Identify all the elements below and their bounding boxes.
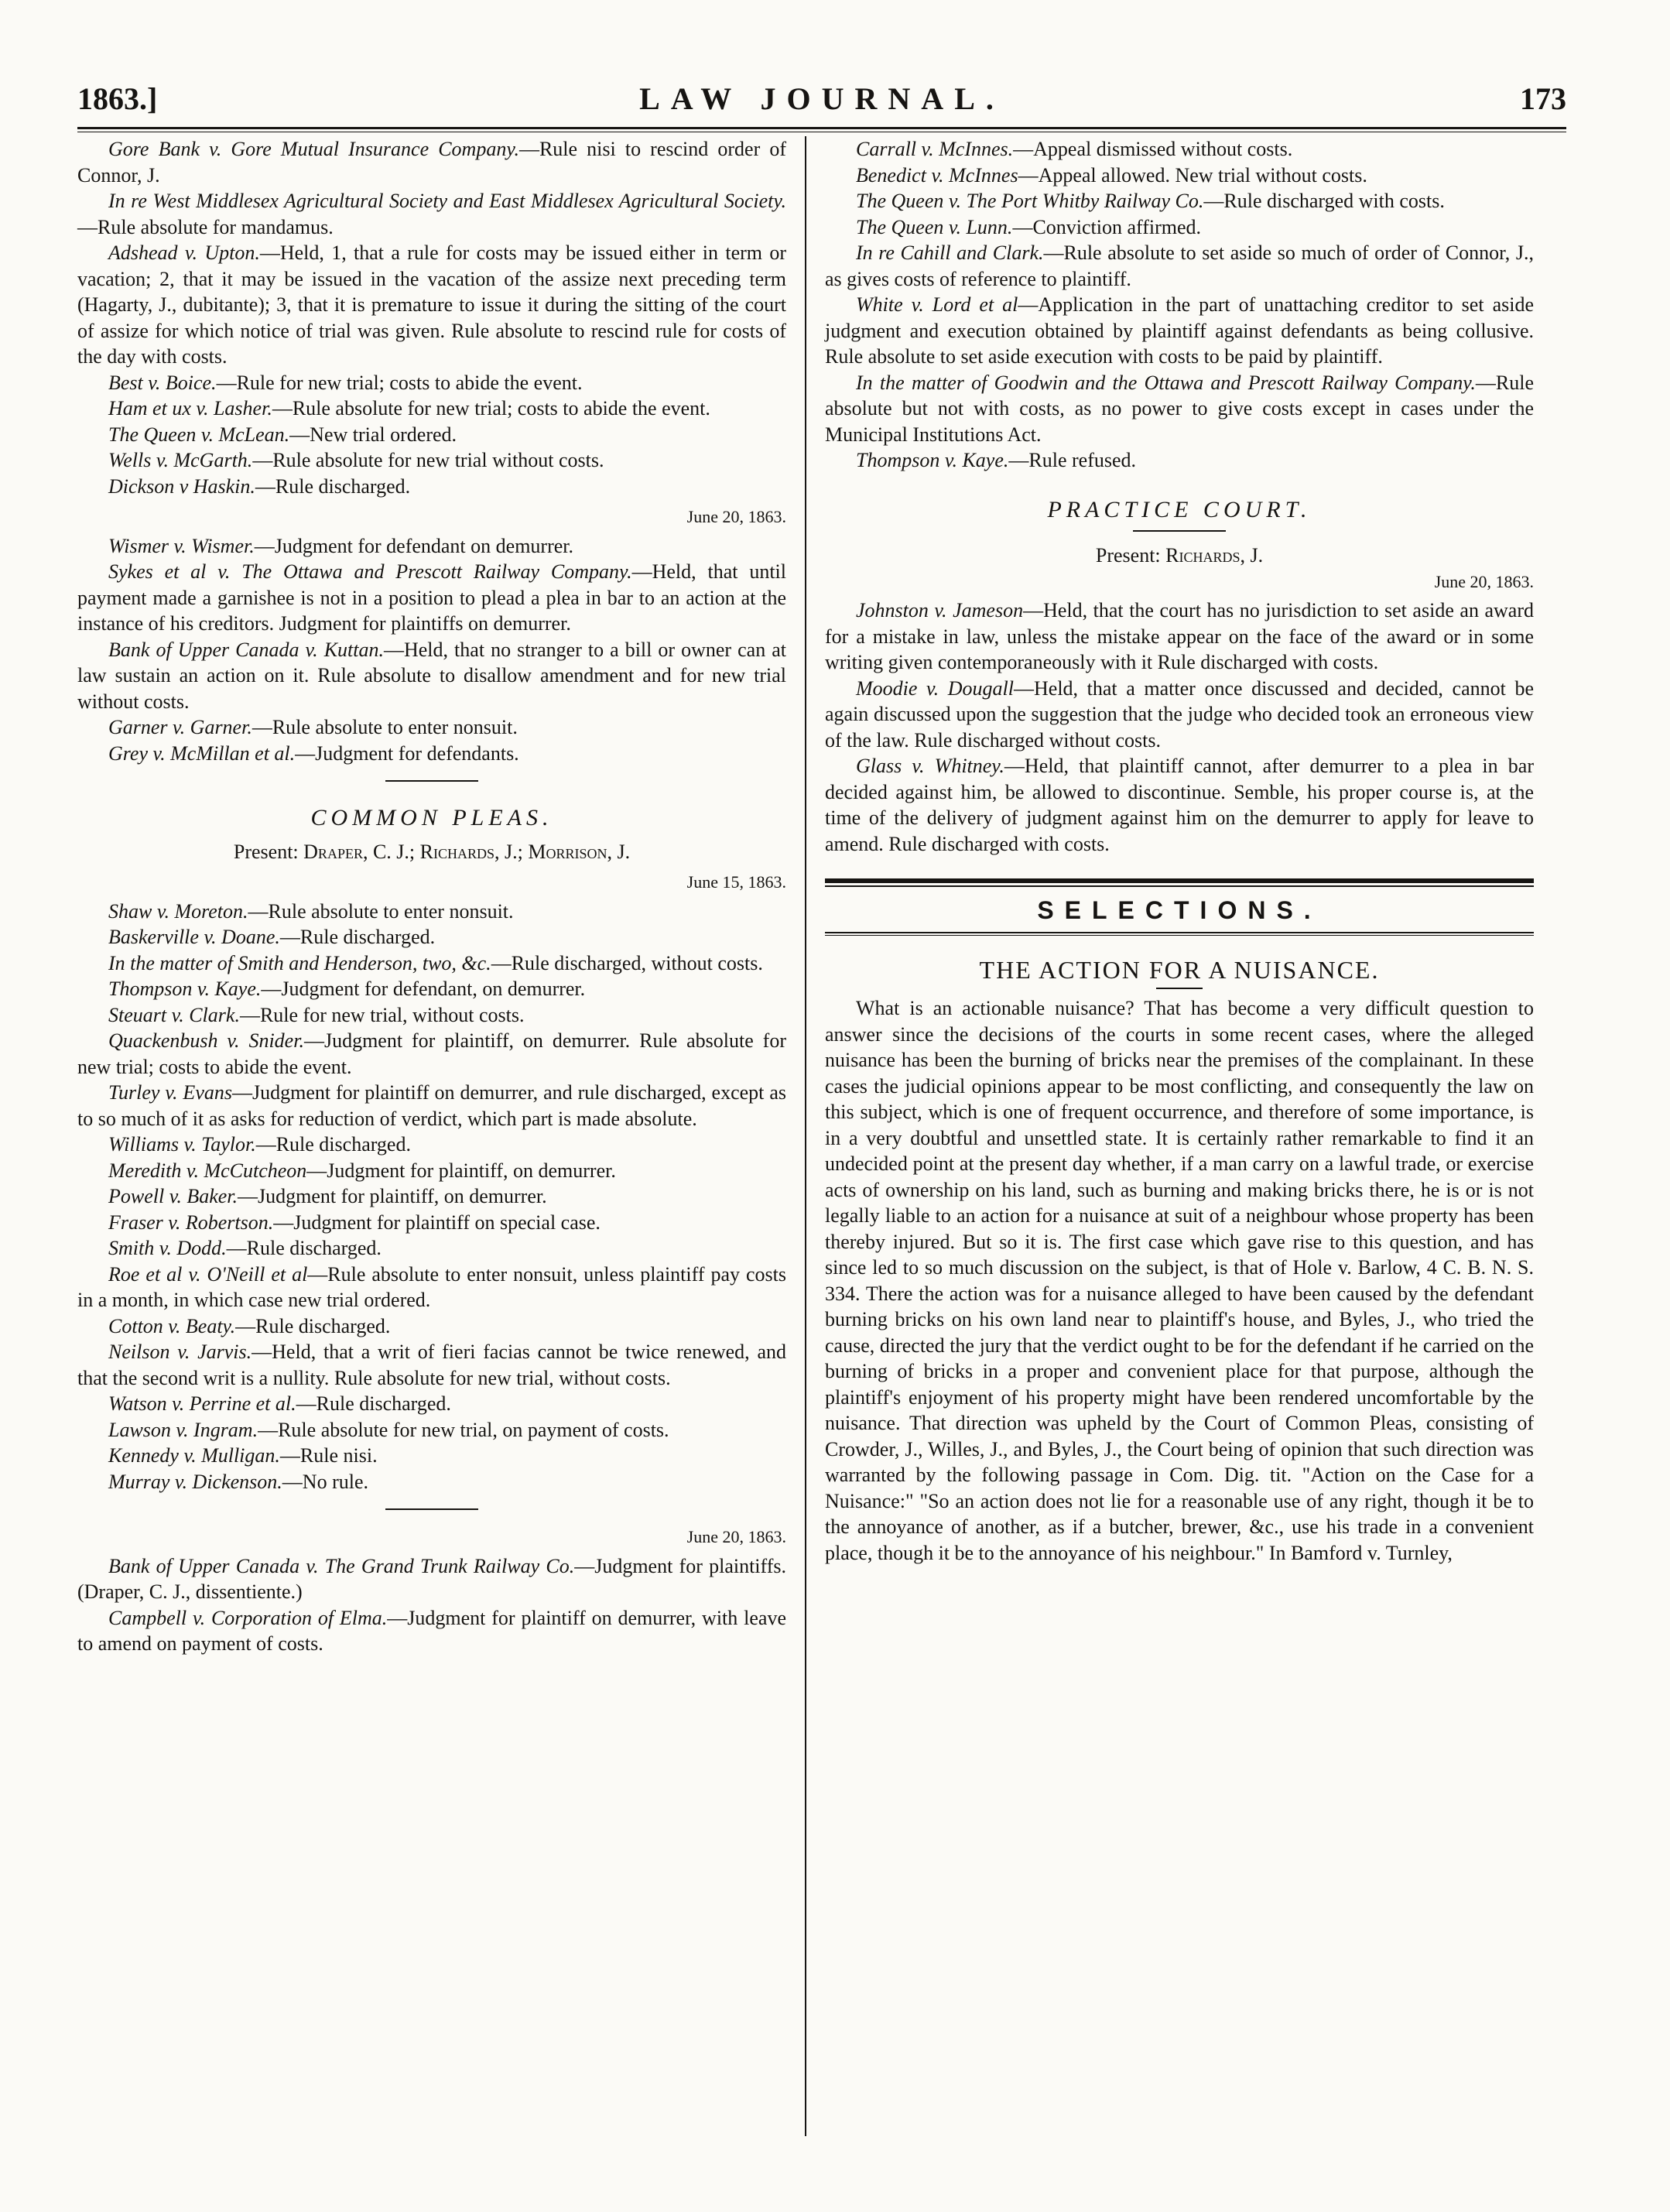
case-ruling: —Judgment for plaintiff, on demurrer. [238,1185,547,1207]
case-entry [825,753,1534,857]
case-ruling: —Rule discharged. [255,1133,411,1156]
left-column [77,136,786,1657]
case-ruling: —Judgment for plaintiff on demurrer, and rule discharged, except as to so much of it as asks for reduction of verdict, which part is made absolute. [77,1081,786,1130]
present-names: Richards, J. [1165,544,1264,567]
case-ruling: —Rule nisi. [279,1444,378,1467]
case-ruling: —Rule absolute for new trial, on payment of costs. [258,1418,669,1441]
case-name: In the matter of Smith and Henderson, two, &c. [108,951,491,974]
left-cases-common-pleas [77,899,786,1495]
case-ruling: —Held, that a matter once discussed and decided, cannot be again discussed upon the suggestion that the judge who decided took an erroneous view of the law. Rule discharged without costs. [825,676,1534,752]
case-name: Bank of Upper Canada v. Kuttan. [108,638,384,661]
case-ruling: —Rule discharged. [279,926,436,948]
case-entry [825,447,1534,474]
article-title: THE ACTION FOR A NUISANCE. [979,955,1380,984]
case-entry [77,370,786,396]
case-entry [77,899,786,925]
header-page-number: 173 [1520,81,1566,116]
case-ruling: —Rule absolute to enter nonsuit. [248,899,514,923]
case-entry [77,1443,786,1469]
case-name: Meredith v. McCutcheon [108,1159,307,1182]
case-entry [77,1080,786,1132]
right-column [825,136,1534,1566]
case-entry [825,214,1534,241]
case-entry [825,676,1534,754]
case-ruling: —No rule. [282,1470,368,1493]
present-label: Present: [233,840,299,863]
article-title-rule [1156,988,1203,989]
case-name: Grey v. McMillan et al. [108,741,296,765]
case-name: Glass v. Whitney. [856,755,1004,777]
case-name: The Queen v. Lunn. [856,215,1013,238]
case-name: Roe et al v. O'Neill et al [108,1262,308,1286]
case-entry [77,1210,786,1236]
case-name: Fraser v. Robertson. [108,1210,274,1234]
case-entry [77,422,786,448]
case-name: Garner v. Garner. [108,716,252,738]
case-entry [77,474,786,500]
case-entry [77,1183,786,1210]
case-name: In re West Middlesex Agricultural Society and East Middlesex Agricultural Society. [108,190,786,212]
case-name: Wells v. McGarth. [108,449,253,471]
case-ruling: —Held, that plaintiff cannot, after demurrer to a plea in bar decided against him, be allowed to discontinue. Semble, his proper course is, at the time of the delivery of judgment against him on the demurrer to apply for leave to amend. Rule discharged with costs. [825,755,1534,855]
case-name: Kennedy v. Mulligan. [108,1444,280,1467]
case-name: In re Cahill and Clark. [856,241,1044,264]
case-name: Campbell v. Corporation of Elma. [108,1606,388,1629]
case-name: Ham et ux v. Lasher. [108,397,272,419]
article-body: What is an actionable nuisance? That has become a very difficult question to answer since the decisions of the courts in some recent cases, where the alleged nuisance has been the burning of bricks near the premises of the complainant. In these cases the judicial opinions appear to be most conflicting, and consequently the law on this subject, which is one of frequent occurrence, and therefore of some importance, is in a very doubtful and unsettled state. It is certainly rather remarkable to find it an undecided point at the present day whether, if a man carry on a lawful trade, or exercise acts of ownership on his land, such as burning and making bricks there, he is or is not legally liable to an action for a nuisance at suit of a neighbour whose property has been thereby injured. But so it is. The first case which gave rise to this question, and has since led to so much discussion on the subject, is that of Hole v. Barlow, 4 C. B. N. S. 334. There the action was for a nuisance alleged to have been caused by the defendant burning bricks on his own land near to plaintiff's house, and Byles, J., who tried the cause, directed the jury that the verdict ought to be for the defendant if he carried on the burning of bricks in a proper and convenient place for that purpose, although the plaintiff's enjoyment of his property might have been rendered uncomfortable by the nuisance. That direction was upheld by the Court of Common Pleas, consisting of Crowder, J., Willes, J., and Byles, J., the Court being of opinion that such direction was warranted by the following passage in Com. Dig. tit. "Action on the Case for a Nuisance:" "So an action does not lie for a reasonable use of any right, though it be to the annoyance of another, as if a butcher, brewer, &c., use his trade in a convenient place, though it be to the annoyance of his neighbour." In Bamford v. Turnley, [825,997,1534,1564]
case-entry [825,292,1534,370]
case-ruling: —New trial ordered. [289,423,457,446]
date-line: June 20, 1863. [686,1527,786,1546]
header-year: 1863.] [77,81,158,116]
case-name: Carrall v. McInnes. [856,138,1014,160]
column-divider [805,136,806,2136]
case-entry [77,1028,786,1080]
case-ruling: —Held, that the court has no jurisdiction to set aside an award for a mistake in law, unless the mistake appear on the face of the award or in some writing given contemporaneously with it Rule discharged with costs. [825,599,1535,673]
case-name: Shaw v. Moreton. [108,899,248,923]
case-entry [77,950,786,977]
case-entry [77,1158,786,1184]
case-name: Thompson v. Kaye. [108,978,262,1000]
case-ruling: —Rule discharged. [235,1314,391,1337]
case-ruling: —Rule absolute for mandamus. [77,215,334,238]
case-ruling: —Rule for new trial, without costs. [239,1003,525,1026]
case-name: The Queen v. The Port Whitby Railway Co. [856,190,1204,212]
section-rule [385,1508,478,1510]
case-entry [825,136,1534,163]
case-ruling: —Judgment for plaintiff on special case. [273,1210,601,1234]
page-columns [77,136,1566,2167]
case-entry [77,1469,786,1495]
left-cases-top [77,136,786,499]
case-entry [77,1132,786,1158]
date-line: June 15, 1863. [686,872,786,892]
date-line: June 20, 1863. [1434,571,1534,591]
case-ruling: —Rule discharged with costs. [1203,190,1445,212]
case-entry [77,1262,786,1313]
case-name: Williams v. Taylor. [108,1133,256,1156]
date-line: June 20, 1863. [686,507,786,526]
practice-court-present [825,543,1534,569]
case-ruling: —Conviction affirmed. [1012,215,1202,238]
case-entry [77,1339,786,1391]
case-entry [77,976,786,1002]
case-ruling: —Held, that until payment made a garnishee is not in a position to plead a plea in bar to an action at the instance of his creditors. Judgment for plaintiffs on demurrer. [77,560,786,635]
case-ruling: —Rule absolute for new trial without costs. [252,449,604,471]
case-name: Turley v. Evans [108,1081,232,1104]
case-name: Quackenbush v. Snider. [108,1029,304,1052]
right-cases-top [825,136,1534,474]
case-entry [77,447,786,474]
case-entry [77,1313,786,1340]
case-name: Cotton v. Beaty. [108,1314,236,1337]
case-ruling: —Rule absolute for new trial; costs to abide the event. [272,397,710,419]
case-name: Johnston v. Jameson [856,599,1024,621]
case-ruling: —Rule for new trial; costs to abide the event. [216,371,583,394]
case-entry [825,240,1534,292]
header-title: LAW JOURNAL. [639,81,1004,116]
case-name: The Queen v. McLean. [108,423,290,446]
case-ruling: —Rule discharged, without costs. [491,951,763,974]
case-name: White v. Lord et al [856,293,1018,316]
section-rule [1133,530,1226,532]
case-name: Baskerville v. Doane. [108,926,280,948]
case-ruling: —Appeal dismissed without costs. [1013,138,1293,160]
case-ruling: —Rule absolute to set aside so much of order of Connor, J., as gives costs of reference to plaintiff. [825,241,1534,290]
case-ruling: —Judgment for plaintiff, on demurrer. Rule absolute for new trial; costs to abide the event. [77,1029,786,1078]
case-entry [825,163,1534,189]
case-name: Powell v. Baker. [108,1185,238,1207]
case-ruling: —Rule discharged. [296,1392,451,1415]
case-entry [77,1391,786,1417]
case-name: Smith v. Dodd. [108,1237,227,1259]
case-name: Dickson v Haskin. [108,474,255,498]
case-entry [77,1235,786,1262]
case-name: Thompson v. Kaye. [856,449,1009,471]
case-name: Wismer v. Wismer. [108,534,255,557]
case-entry [77,924,786,950]
case-ruling: —Judgment for plaintiff on demurrer, with leave to amend on payment of costs. [77,1606,786,1655]
page-header [77,77,1566,127]
case-ruling: —Held, that no stranger to a bill or owner can at law sustain an action on it. Rule absolute to disallow amendment and for new trial without costs. [77,638,786,713]
case-entry [77,1553,786,1605]
journal-page [77,77,1566,2167]
case-ruling: —Rule discharged. [255,474,411,498]
case-entry [77,136,786,188]
case-entry [825,370,1534,448]
case-ruling: —Rule absolute but not with costs, as no power to give costs except in cases under the Municipal Institutions Act. [825,371,1534,446]
case-ruling: —Appeal allowed. New trial without costs. [1018,163,1367,187]
case-name: Lawson v. Ingram. [108,1418,258,1441]
selections-rule [825,932,1534,936]
case-entry [77,1002,786,1029]
case-ruling: —Judgment for plaintiffs. (Draper, C. J., dissentiente.) [77,1554,786,1603]
case-ruling: —Rule nisi to rescind order of Connor, J. [77,138,786,187]
case-name: Bank of Upper Canada v. The Grand Trunk Railway Co. [108,1554,575,1577]
case-ruling: —Rule refused. [1008,449,1137,471]
case-ruling: —Held, that a writ of fieri facias cannot be twice renewed, and that the second writ is a nullity. Rule absolute for new trial, without costs. [77,1341,786,1389]
case-ruling: —Application in the part of unattaching creditor to set aside judgment and execution obtained by plaintiff against defendants as being collusive. Rule absolute to set aside execution with costs to be paid by plaintiff. [825,293,1534,368]
case-name: Murray v. Dickenson. [108,1470,282,1493]
left-cases-bottom [77,1553,786,1657]
selections-rule [825,878,1534,887]
common-pleas-heading: COMMON PLEAS. [310,805,553,830]
case-entry [77,559,786,637]
case-name: Sykes et al v. The Ottawa and Prescott Railway Company. [108,560,632,583]
case-entry [77,741,786,767]
practice-court-heading: PRACTICE COURT. [1047,496,1312,522]
case-entry [77,533,786,560]
present-names: Draper, C. J.; Richards, J.; Morrison, J. [303,840,631,863]
case-ruling: —Judgment for defendant on demurrer. [254,534,574,557]
selections-heading: SELECTIONS. [1037,896,1322,924]
case-entry [825,598,1534,676]
case-name: In the matter of Goodwin and the Ottawa and Prescott Railway Company. [856,371,1476,394]
case-ruling: —Judgment for defendants. [295,741,519,765]
case-entry [77,395,786,422]
right-cases-practice [825,598,1534,857]
case-name: Steuart v. Clark. [108,1003,240,1026]
case-entry [77,1605,786,1657]
case-ruling: —Rule absolute to enter nonsuit. [252,716,518,738]
case-name: Gore Bank v. Gore Mutual Insurance Company. [108,138,519,160]
section-rule [385,780,478,782]
common-pleas-present [77,839,786,865]
header-rule [77,127,1566,132]
case-entry [77,188,786,240]
case-name: Moodie v. Dougall [856,676,1014,700]
case-name: Best v. Boice. [108,371,217,394]
case-entry [77,240,786,370]
case-name: Benedict v. McInnes [856,163,1018,187]
case-name: Watson v. Perrine et al. [108,1392,296,1415]
case-entry [77,1417,786,1443]
case-entry [77,637,786,715]
case-entry [825,188,1534,214]
case-ruling: —Rule absolute to enter nonsuit, unless plaintiff pay costs in a month, in which case new trial ordered. [77,1262,786,1311]
present-label: Present: [1095,544,1161,567]
case-name: Adshead v. Upton. [108,241,260,264]
left-cases-mid [77,533,786,767]
case-ruling: —Rule discharged. [226,1237,382,1259]
case-ruling: —Judgment for defendant, on demurrer. [261,978,586,1000]
case-name: Neilson v. Jarvis. [108,1341,252,1363]
case-ruling: —Held, 1, that a rule for costs may be issued either in term or vacation; 2, that it may be issued in the vacation of the assize next preceding term (Hagarty, J., dubitante); 3, that it is premature to issue it during the sitting of the court of assize for which notice of trial was given. Rule absolute to rescind rule for costs of the day with costs. [77,241,786,368]
case-entry [77,714,786,741]
case-ruling: —Judgment for plaintiff, on demurrer. [306,1159,616,1182]
